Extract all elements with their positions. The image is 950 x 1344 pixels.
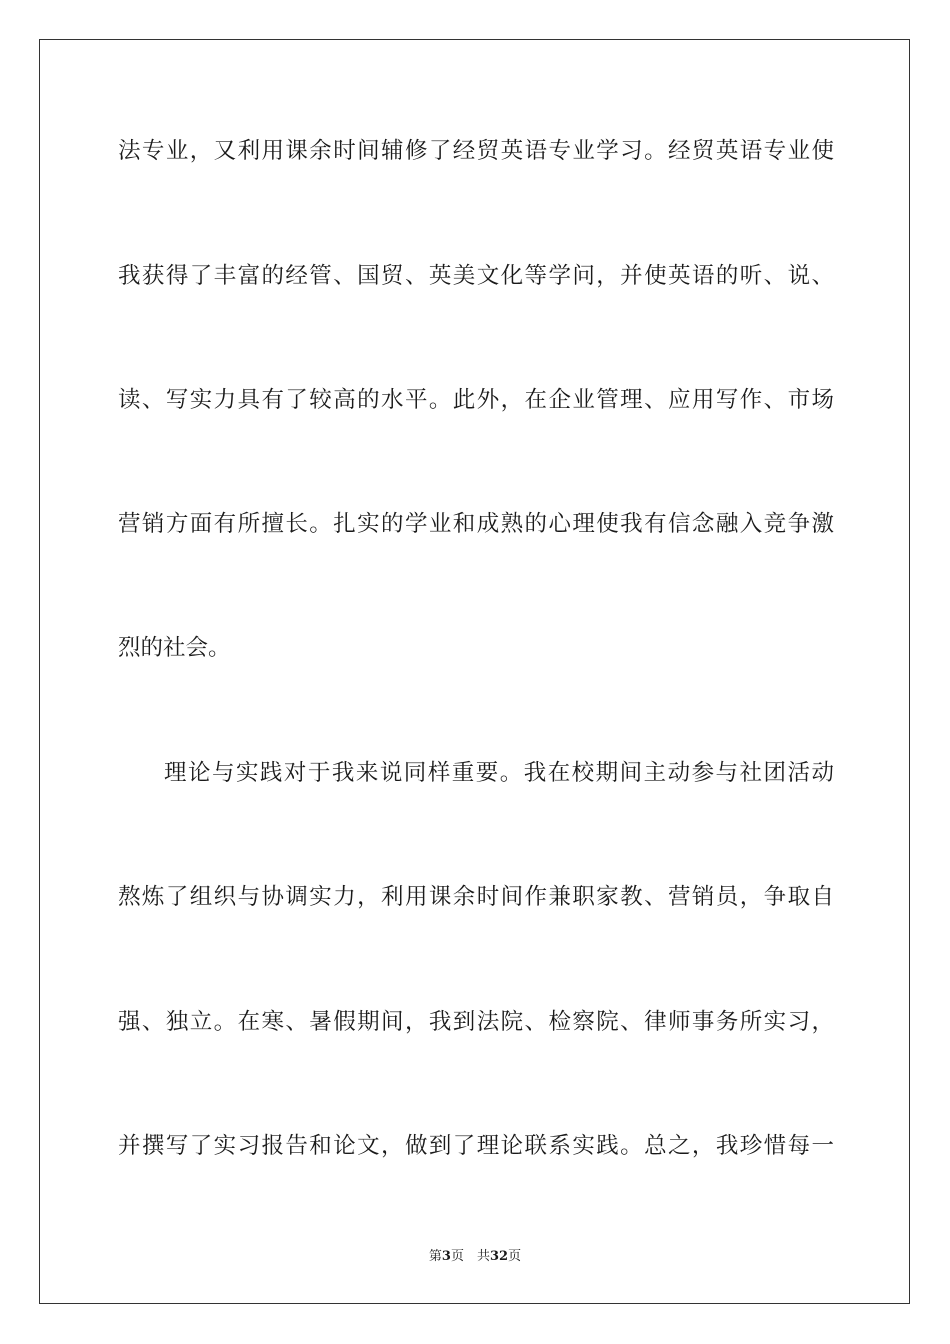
body-text-line: 烈的社会。 bbox=[118, 635, 231, 661]
page-label-suffix: 页 bbox=[508, 1249, 522, 1264]
total-page-count: 32 bbox=[489, 1249, 509, 1264]
page-label-mid: 页 共 bbox=[450, 1249, 490, 1264]
body-text-line: 法专业，又利用课余时间辅修了经贸英语专业学习。经贸英语专业使 bbox=[118, 138, 834, 164]
body-text-line: 读、写实力具有了较高的水平。此外，在企业管理、应用写作、市场 bbox=[118, 387, 834, 413]
body-text-line: 营销方面有所擅长。扎实的学业和成熟的心理使我有信念融入竞争激 bbox=[118, 511, 834, 537]
body-text-line-indented: 理论与实践对于我来说同样重要。我在校期间主动参与社团活动 bbox=[164, 760, 834, 786]
body-text-line: 我获得了丰富的经管、国贸、英美文化等学问，并使英语的听、说、 bbox=[118, 263, 834, 289]
current-page-number: 3 bbox=[441, 1249, 451, 1264]
body-text-line: 熬炼了组织与协调实力，利用课余时间作兼职家教、营销员，争取自 bbox=[118, 884, 834, 910]
page-number-footer bbox=[0, 1249, 950, 1265]
page-label-prefix: 第 bbox=[428, 1249, 442, 1264]
page-border bbox=[39, 39, 910, 1304]
body-text-line: 并撰写了实习报告和论文，做到了理论联系实践。总之，我珍惜每一 bbox=[118, 1133, 834, 1159]
body-text-line: 强、独立。在寒、暑假期间，我到法院、检察院、律师事务所实习， bbox=[118, 1009, 834, 1035]
